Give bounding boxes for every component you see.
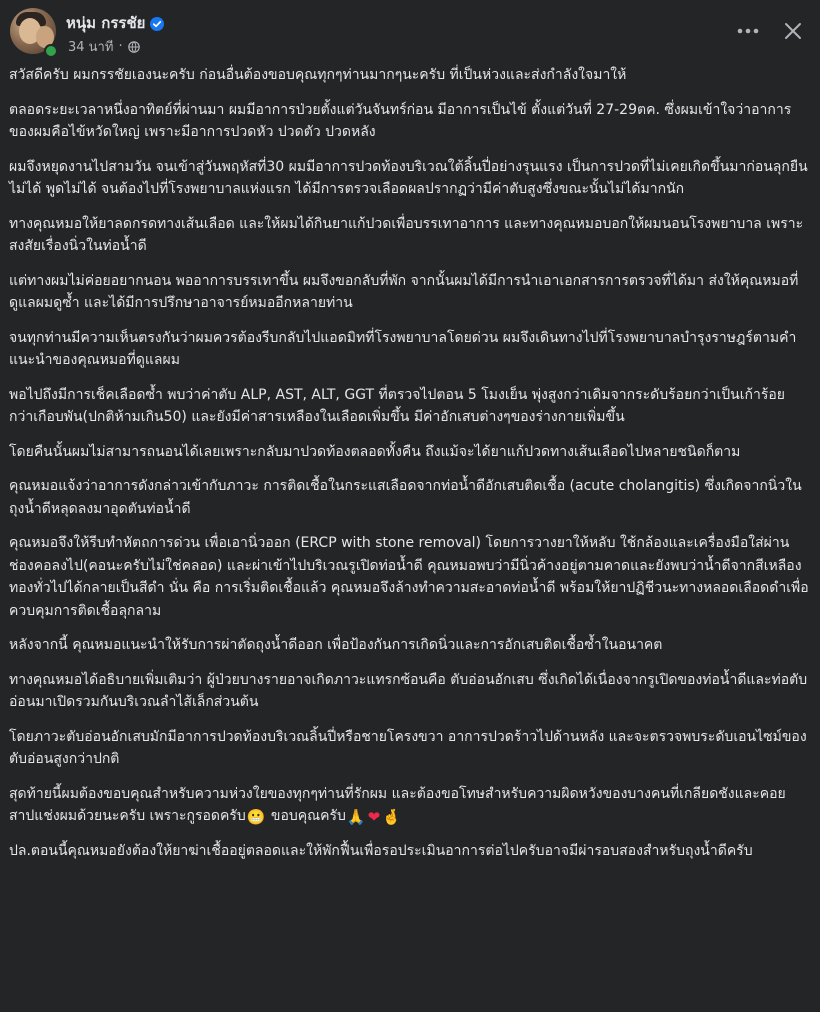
folded-hands-emoji-icon: 🙏	[346, 808, 366, 826]
close-button[interactable]	[776, 14, 810, 48]
post-header	[0, 0, 820, 62]
post-paragraph-14	[9, 783, 809, 828]
post-paragraph-5: แต่ทางผมไม่ค่อยอยากนอน พออาการบรรเทาขึ้น ผมจึงขอกลับที่พัก จากนั้นผมได้มีการนำเอาเอกสารการตรวจที่ได้มา ส่งให้คุณหมอที่ดูแลผมดูซ้ำ และได้มีการปรึกษาอาจารย์หมออีกหลายท่าน	[9, 272, 799, 311]
post-paragraph-14-text: สุดท้ายนี้ผมต้องขอบคุณสำหรับความห่วงใยของทุกๆท่านที่รักผม และต้องขอโทษสำหรับความผิดหวังของบางคนที่เกลียดชังและคอยสาปแช่งผมด้วยนะครับ เพราะกูรอดครับ	[9, 785, 786, 824]
meta-separator: ·	[118, 39, 123, 54]
grimacing-face-emoji-icon: 😬	[246, 808, 266, 826]
red-heart-emoji-icon: ❤	[367, 808, 381, 826]
more-options-button[interactable]	[730, 16, 766, 46]
post-paragraph-4: ทางคุณหมอให้ยาลดกรดทางเส้นเลือด และให้ผมได้กินยาแก้ปวดเพื่อบรรเทาอาการ และทางคุณหมอบอกให้ผมนอนโรงพยาบาล เพราะสงสัยเรื่องนิ่วในท่อน้ำดี	[9, 215, 804, 254]
post-timestamp[interactable]: 34 นาที	[68, 40, 114, 55]
close-icon	[784, 22, 802, 40]
author-name[interactable]: หนุ่ม กรรชัย	[66, 14, 146, 32]
post-paragraph-7: พอไปถึงมีการเช็คเลือดซ้ำ พบว่าค่าตับ ALP, AST, ALT, GGT ที่ตรวจไปตอน 5 โมงเย็น พุ่งสูงกว่าเดิมจากระดับร้อยกว่าเป็นเก้าร้อยกว่าเกือบพัน(ปกติห้ามเกิน50) และยังมีค่าสารเหลืองในเลือดเพิ่มขึ้น มีค่าอักเสบต่างๆของร่างกายเพิ่มขึ้น	[9, 386, 785, 425]
more-options-icon	[737, 28, 759, 34]
post-body-text	[9, 64, 809, 874]
post-paragraph-9: คุณหมอแจ้งว่าอาการดังกล่าวเข้ากับภาวะ การติดเชื้อในกระแสเลือดจากท่อน้ำดีอักเสบติดเชื้อ (acute cholangitis) ซึ่งเกิดจากนิ่วในถุงน้ำดีหลุดลงมาอุดตันท่อน้ำดี	[9, 478, 802, 517]
post-paragraph-12: ทางคุณหมอได้อธิบายเพิ่มเติมว่า ผู้ป่วยบางรายอาจเกิดภาวะแทรกซ้อนคือ ตับอ่อนอักเสบ ซึ่งเกิดได้เนื่องจากรูเปิดของท่อน้ำดีและท่อตับอ่อนมาเปิดรวมกันบริเวณลำไส้เล็กส่วนต้น	[9, 671, 808, 710]
post-paragraph-10: คุณหมอจึงให้รีบทำหัตถการด่วน เพื่อเอานิ่วออก (ERCP with stone removal) โดยการวางยาให้หลับ ใช้กล้องและเครื่องมือใส่ผ่านช่องคอลงไป(คอนะครับไม่ใช่คลอด) และผ่าเข้าไปบริเวณรูเปิดท่อน้ำดี คุณหมอพบว่ามีนิ่วค้างอยู่ตามคาดและยังพบว่าน้ำดีจากสีเหลืองทองทั่วไปได้กลายเป็นสีดำ นั่น คือ การเริ่มติดเชื้อแล้ว คุณหมอจึงล้างทำความสะอาดท่อน้ำดี พร้อมให้ยาปฏิชีวนะทางหลอดเลือดดำเพื่อควบคุมการติดเชื้อลุกลาม	[9, 535, 809, 619]
post-paragraph-15: ปล.ตอนนี้คุณหมอยังต้องให้ยาฆ่าเชื้ออยู่ตลอดและให้พักฟื้นเพื่อรอประเมินอาการต่อไปครับอาจมีผ่ารอบสองสำหรับถุงน้ำดีครับ	[9, 842, 753, 859]
crossed-fingers-emoji-icon: 🤞	[382, 808, 401, 826]
post-meta	[68, 36, 140, 57]
post-paragraph-6: จนทุกท่านมีความเห็นตรงกันว่าผมควรต้องรีบกลับไปแอดมิทที่โรงพยาบาลโดยด่วน ผมจึงเดินทางไปที่โรงพยาบาลบำรุงราษฎร์ตามคำแนะนำของคุณหมอที่ดูแลผม	[9, 329, 797, 368]
verified-badge-icon	[150, 16, 164, 30]
post-paragraph-11: หลังจากนี้ คุณหมอแนะนำให้รับการผ่าตัดถุงน้ำดีออก เพื่อป้องกันการเกิดนิ่วและการอักเสบติดเชื้อซ้ำในอนาคต	[9, 637, 663, 653]
globe-icon[interactable]	[128, 41, 140, 53]
post-paragraph-3: ผมจึงหยุดงานไปสามวัน จนเข้าสู่วันพฤหัสที่30 ผมมีอาการปวดท้องบริเวณใต้ลิ้นปี่อย่างรุนแรง เป็นการปวดที่ไม่เคยเกิดขึ้นมาก่อนลุกยืนไม่ได้ พูดไม่ได้ จนต้องไปที่โรงพยาบาลแห่งแรก ได้มีการตรวจเลือดผลปรากฏว่ามีค่าตับสูงซึ่งขณะนั้นไม่ได้มากนัก	[9, 158, 808, 197]
thanks-text: ขอบคุณครับ	[270, 808, 346, 824]
post-paragraph-1: สวัสดีครับ ผมกรรชัยเองนะครับ ก่อนอื่นต้องขอบคุณทุกๆท่านมากๆนะครับ ที่เป็นห่วงและส่งกำลังใจมาให้	[9, 67, 627, 83]
post-paragraph-13: โดยภาวะตับอ่อนอักเสบมักมีอาการปวดท้องบริเวณลิ้นปี่หรือชายโครงขวา อาการปวดร้าวไปด้านหลัง และจะตรวจพบระดับเอนไซม์ของตับอ่อนสูงกว่าปกติ	[9, 728, 807, 767]
author-name-row	[66, 11, 164, 35]
online-status-dot	[44, 44, 58, 58]
post-paragraph-2: ตลอดระยะเวลาหนึ่งอาทิตย์ที่ผ่านมา ผมมีอาการป่วยตั้งแต่วันจันทร์ก่อน มีอาการเป็นไข้ ตั้งแต่วันที่ 27-29ตค. ซึ่งผมเข้าใจว่าอาการของผมคือไข้หวัดใหญ่ เพราะมีอาการปวดหัว ปวดตัว ปวดหลัง	[9, 101, 792, 140]
post-paragraph-8: โดยคืนนั้นผมไม่สามารถนอนได้เลยเพราะกลับมาปวดท้องตลอดทั้งคืน ถึงแม้จะได้ยาแก้ปวดทางเส้นเลือดไปหลายชนิดก็ตาม	[9, 443, 741, 460]
